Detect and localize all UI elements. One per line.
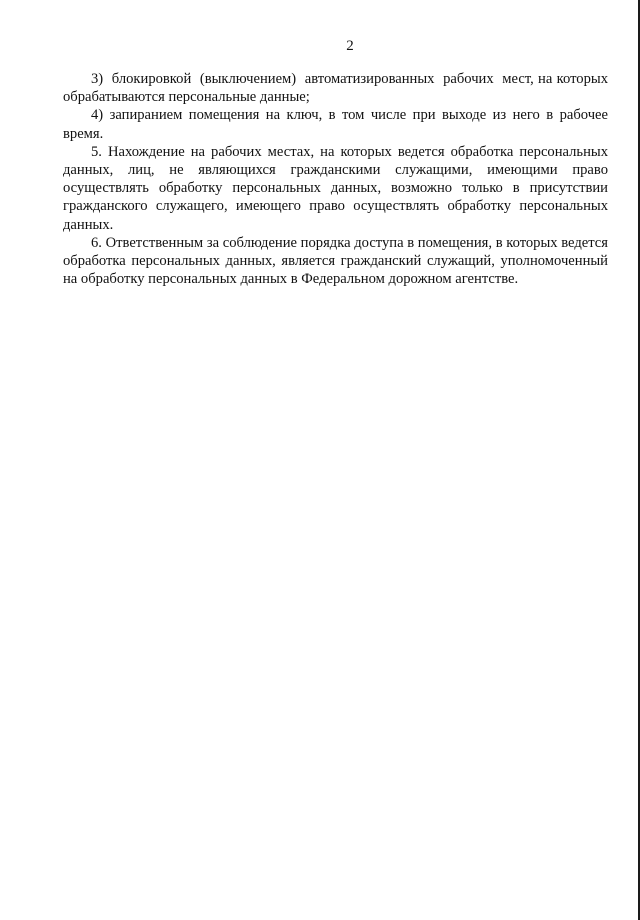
document-body <box>63 70 608 288</box>
paragraph-item-4: 4) запиранием помещения на ключ, в том числе при выходе из него в рабочее время. <box>63 107 608 142</box>
paragraph-section-5: 5. Нахождение на рабочих местах, на которых ведется обработка персональных данных, лиц, не являющихся гражданскими служащими, имеющими право осуществлять обработку персональных данных, возможно только в присутствии гражданского служащего, имеющего право осуществлять обработку персональных данных. <box>63 143 608 233</box>
paragraph-section-6: 6. Ответственным за соблюдение порядка доступа в помещения, в которых ведется обработка персональных данных, является гражданский служащий, уполномоченный на обработку персональных данных в Федеральном дорожном агентстве. <box>63 234 608 288</box>
page-number: 2 <box>346 38 354 54</box>
paragraph-item-3: 3) блокировкой (выключением) автоматизированных рабочих мест, на которых обрабатываются персональные данные; <box>63 71 608 106</box>
